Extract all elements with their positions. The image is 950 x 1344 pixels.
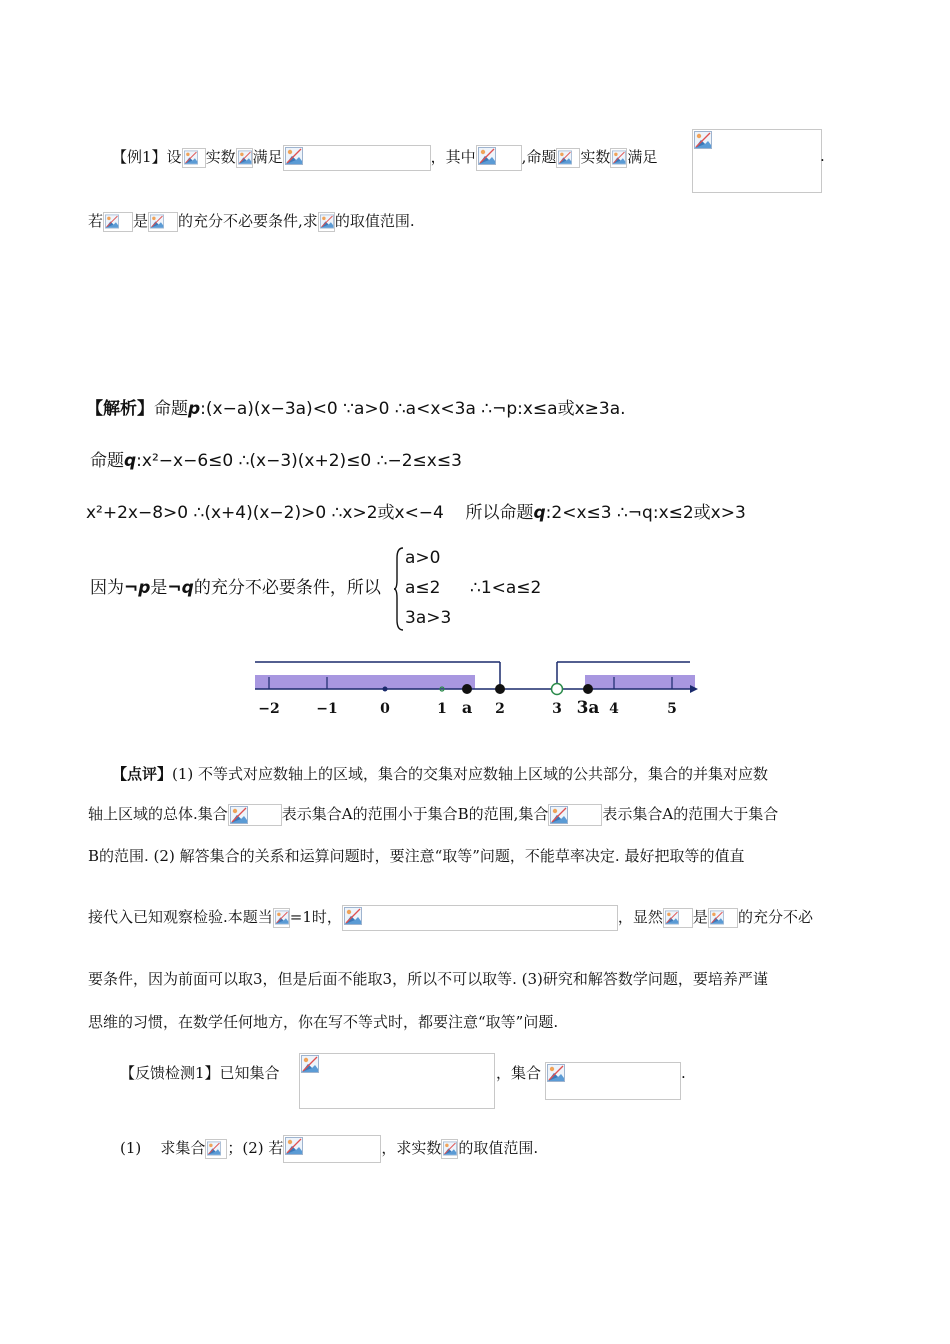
broken-image-icon — [708, 908, 738, 928]
broken-image-icon — [236, 148, 253, 168]
comment-line1: 【点评】(1) 不等式对应数轴上的区域，集合的交集对应数轴上区域的公共部分，集合的并集对应数 — [112, 765, 769, 783]
feedback-label: 【反馈检测1】 — [120, 1064, 220, 1082]
comment-line3: B的范围. (2) 解答集合的关系和运算问题时，要注意“取等”问题，不能草率决定. 最好把取等的值直 — [88, 847, 745, 865]
solution-label: 【解析】 — [86, 399, 154, 419]
example-label: 【例1】 — [112, 148, 167, 166]
broken-image-icon — [548, 804, 602, 826]
comment-line2: 轴上区域的总体.集合 表示集合A的范围小于集合B的范围,集合 表示集合A的范围大于集合 — [88, 803, 778, 826]
broken-image-icon — [610, 148, 627, 168]
region-right — [585, 675, 695, 689]
system-eq-1: a>0 — [405, 548, 441, 568]
broken-image-icon — [273, 908, 290, 928]
broken-image-icon — [283, 145, 431, 171]
broken-image-icon — [148, 212, 178, 232]
tick-label: −2 — [258, 701, 280, 717]
broken-image-icon — [545, 1062, 681, 1100]
broken-image-icon — [663, 908, 693, 928]
comment-line5: 要条件，因为前面可以取3，但是后面不能取3，所以不可以取等. (3)研究和解答数学问题，要培养严谨 — [88, 970, 768, 988]
example1-line2: 若 是 的充分不必要条件,求 的取值范围. — [88, 212, 415, 230]
feedback-line1b: ，集合 — [496, 1064, 542, 1082]
system-eq-3: 3a>3 — [405, 608, 452, 628]
comment-line4: 接代入已知观察检验.本题当 =1时， ，显然 是 的充分不必 — [88, 905, 813, 931]
broken-image-icon — [103, 212, 133, 232]
comment-label: 【点评】 — [112, 765, 173, 783]
tick-label: 3a — [576, 698, 600, 718]
tick-label: 0 — [380, 701, 390, 717]
solution-line1: 【解析】命题p:(x−a)(x−3a)<0 ∵a>0 ∴a<x<3a ∴¬p:x≤a或x≥3a. — [86, 399, 626, 419]
broken-image-icon — [556, 148, 580, 168]
solution-line2: 命题q:x²−x−6≤0 ∴(x−3)(x+2)≤0 ∴−2≤x≤3 — [90, 451, 462, 471]
tick-label: −1 — [316, 701, 338, 717]
feedback-line2: (1) 求集合 ；(2) 若 ，求实数 的取值范围. — [120, 1135, 538, 1163]
feedback-line1: 【反馈检测1】已知集合 — [120, 1064, 280, 1082]
brace-icon — [393, 546, 405, 632]
system-eq-2: a≤2 — [405, 578, 441, 598]
tick-label: 3 — [552, 701, 562, 717]
tick-label: a — [461, 698, 473, 717]
tick-label: 1 — [437, 701, 447, 717]
solution-conclusion: ∴1<a≤2 — [470, 578, 542, 598]
broken-image-icon — [283, 1135, 381, 1163]
tick-label: 4 — [609, 701, 619, 717]
solution-line4: 因为¬p是¬q的充分不必要条件，所以 — [90, 578, 381, 598]
number-line-figure — [250, 655, 700, 720]
example1-line1: 【例1】设 实数 满足 ，其中 ,命题 实数 满足 — [112, 145, 657, 171]
tick-label: 5 — [667, 701, 677, 717]
comment-line6: 思维的习惯，在数学任何地方，你在写不等式时，都要注意“取等”问题. — [88, 1013, 559, 1031]
broken-image-icon — [441, 1139, 458, 1159]
broken-image-icon — [205, 1139, 227, 1159]
solution-line3: x²+2x−8>0 ∴(x+4)(x−2)>0 ∴x>2或x<−4 所以命题q:2<x≤3 ∴¬q:x≤2或x>3 — [86, 503, 746, 523]
broken-image-icon — [692, 129, 822, 193]
broken-image-icon — [318, 212, 335, 232]
broken-image-icon — [182, 148, 206, 168]
broken-image-icon — [342, 905, 618, 931]
tick-label: 2 — [495, 701, 505, 717]
broken-image-icon — [299, 1053, 495, 1109]
broken-image-icon — [476, 145, 522, 171]
broken-image-icon — [228, 804, 282, 826]
